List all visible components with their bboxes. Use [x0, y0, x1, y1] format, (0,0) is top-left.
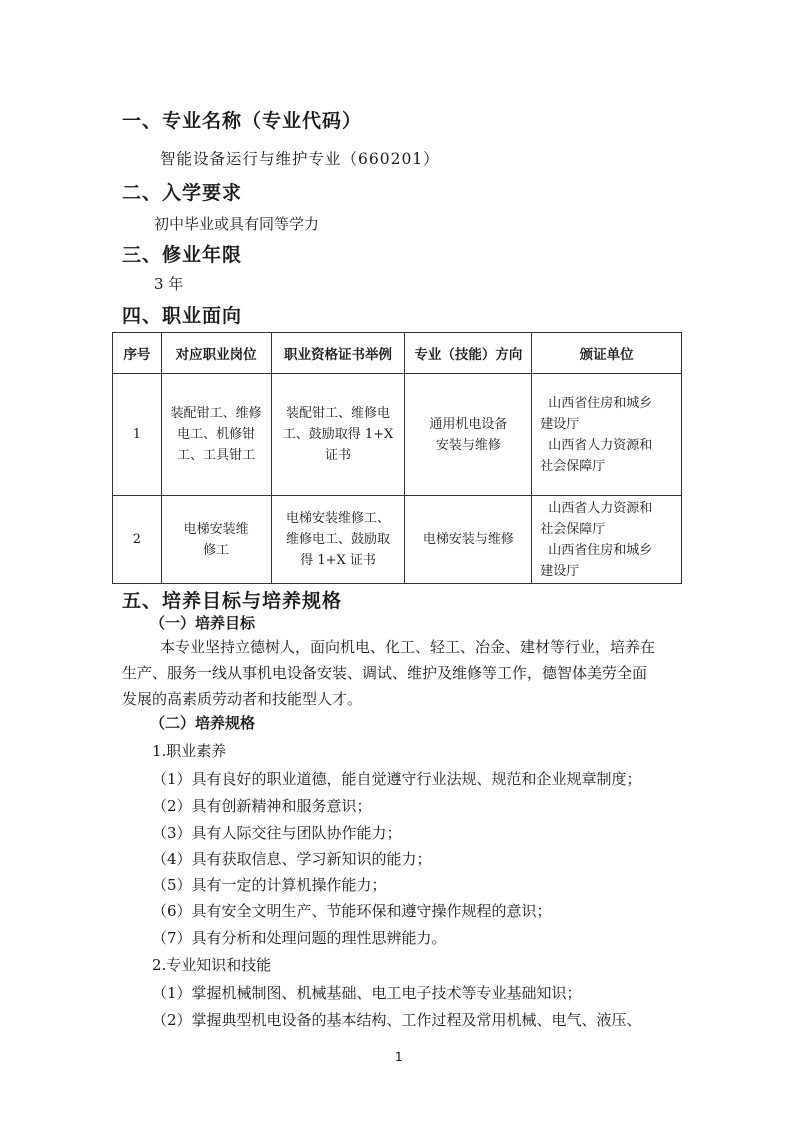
row1-no: 1 [113, 374, 162, 496]
row2-issuer-line: 山西省住房和城乡 [548, 542, 653, 558]
row1-post-line: 电工、机修钳 [177, 427, 256, 442]
row1-cert [271, 374, 405, 496]
row1-post-line: 工、工具钳工 [177, 448, 256, 463]
section5-heading: 五、培养目标与培养规格 [122, 590, 343, 612]
part1-title: 1.职业素养 [152, 742, 227, 760]
row1-issuer-line: 社会保障厅 [540, 458, 606, 474]
row1-issuer-line: 山西省住房和城乡 [548, 395, 653, 411]
row2-post-line: 电梯安装维 [183, 521, 249, 537]
page-number: 1 [395, 1050, 403, 1064]
row1-issuer-line: 山西省人力资源和 [548, 437, 653, 453]
row2-cert [271, 496, 405, 584]
row2-cert-line: 得 1+X 证书 [300, 553, 376, 568]
table-row [113, 374, 682, 496]
sub2-heading: （二）培养规格 [150, 714, 256, 732]
part1-item: （5）具有一定的计算机操作能力； [152, 876, 387, 894]
row1-direction-line: 安装与维修 [435, 437, 501, 453]
row2-issuer-line: 社会保障厅 [540, 521, 606, 537]
section2-body: 初中毕业或具有同等学力 [154, 215, 320, 233]
row1-cert-line: 证书 [325, 448, 352, 463]
row1-direction [405, 374, 532, 496]
part1-item: （7）具有分析和处理问题的理性思辨能力。 [152, 929, 447, 947]
row2-direction [405, 496, 532, 584]
sub1-paragraph-line: 发展的高素质劳动者和技能型人才。 [122, 690, 363, 708]
section3-body: 3 年 [154, 275, 184, 293]
row1-post [161, 374, 271, 496]
row2-no: 2 [113, 496, 162, 584]
row1-direction-line: 通用机电设备 [429, 416, 508, 432]
sub1-paragraph-line: 本专业坚持立德树人，面向机电、化工、轻工、冶金、建材等行业，培养在 [160, 638, 656, 656]
header-cert: 职业资格证书举例 [271, 333, 405, 374]
row2-issuer [532, 496, 682, 584]
header-direction: 专业（技能）方向 [405, 333, 532, 374]
part2-title: 2.专业知识和技能 [152, 956, 272, 974]
part2-item: （2）掌握典型机电设备的基本结构、工作过程及常用机械、电气、液压、 [152, 1011, 642, 1029]
header-post: 对应职业岗位 [161, 333, 271, 374]
header-no: 序号 [113, 333, 162, 374]
row1-issuer [532, 374, 682, 496]
section1-body: 智能设备运行与维护专业（660201） [160, 150, 440, 168]
row2-issuer-line: 建设厅 [540, 563, 580, 579]
section1-heading: 一、专业名称（专业代码） [122, 110, 363, 132]
row1-cert-line: 工、鼓励取得 1+X [282, 427, 394, 442]
part1-item: （4）具有获取信息、学习新知识的能力； [152, 850, 432, 868]
row1-post-line: 装配钳工、维修 [170, 406, 262, 421]
section4-heading: 四、职业面向 [122, 305, 243, 327]
row1-issuer-line: 建设厅 [540, 416, 580, 432]
part2-item: （1）掌握机械制图、机械基础、电工电子技术等专业基础知识； [152, 984, 582, 1002]
header-issuer: 颁证单位 [532, 333, 682, 374]
row2-post [161, 496, 271, 584]
table-header-row [113, 333, 682, 374]
row1-cert-line: 装配钳工、维修电 [286, 406, 391, 421]
row2-post-line: 修工 [203, 542, 230, 558]
sub1-heading: （一）培养目标 [150, 614, 256, 632]
row2-cert-line: 维修电工、鼓励取 [286, 532, 391, 547]
row2-direction-line: 电梯安装与维修 [422, 532, 514, 547]
row2-cert-line: 电梯安装维修工、 [286, 511, 391, 526]
part1-item: （3）具有人际交往与团队协作能力； [152, 824, 402, 842]
table-row [113, 496, 682, 584]
occupation-table [112, 332, 682, 584]
sub1-paragraph-line: 生产、服务一线从事机电设备安装、调试、维护及维修等工作，德智体美劳全面 [122, 664, 648, 682]
part1-item: （2）具有创新精神和服务意识； [152, 797, 372, 815]
section2-heading: 二、入学要求 [122, 182, 243, 204]
part1-item: （6）具有安全文明生产、节能环保和遵守操作规程的意识； [152, 902, 552, 920]
section3-heading: 三、修业年限 [122, 244, 243, 266]
row2-issuer-line: 山西省人力资源和 [548, 500, 653, 516]
part1-item: （1）具有良好的职业道德，能自觉遵守行业法规、规范和企业规章制度； [152, 770, 642, 788]
